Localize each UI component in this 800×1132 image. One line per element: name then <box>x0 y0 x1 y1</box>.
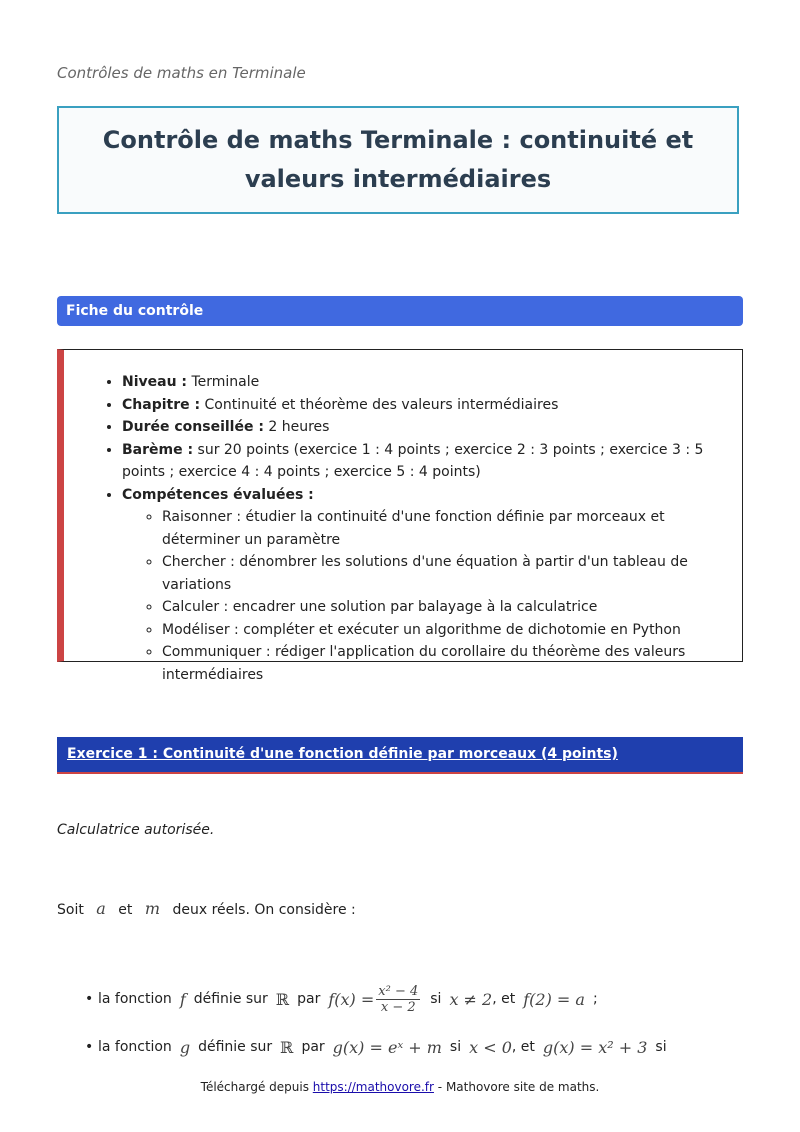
math-set-reals: ℝ <box>275 989 290 1009</box>
math-set-reals: ℝ <box>280 1037 294 1057</box>
def-text: , et <box>511 1039 535 1055</box>
math-expr: g(x) = x² + 3 <box>542 1037 648 1057</box>
fiche-item-chapitre <box>122 394 742 417</box>
exercise-1-heading[interactable]: Exercice 1 : Continuité d'une fonction définie par morceaux (4 points) <box>57 737 743 774</box>
competence-item: ◦ Calculer : encadrer une solution par balayage à la calculatrice <box>162 596 742 619</box>
intro-text: deux réels. On considère : <box>172 902 356 918</box>
exercise-intro <box>57 899 356 918</box>
fiche-label: Niveau : <box>122 374 188 390</box>
fiche-value: Continuité et théorème des valeurs intermédiaires <box>204 396 559 413</box>
intro-text: Soit <box>57 902 84 918</box>
title-box <box>57 106 739 214</box>
fraction-denominator: x − 2 <box>380 999 416 1015</box>
def-text: • la fonction <box>98 1039 172 1055</box>
def-text: • la fonction <box>98 991 172 1007</box>
def-text: si <box>430 991 442 1007</box>
math-expr: f(x) = <box>328 989 375 1009</box>
math-fraction <box>376 984 420 1015</box>
footer-text: - Mathovore site de maths. <box>437 1080 600 1094</box>
competence-item: ◦ Modéliser : compléter et exécuter un algorithme de dichotomie en Python <box>162 619 742 642</box>
fiche-item-duree <box>122 416 742 439</box>
fiche-heading: Fiche du contrôle <box>57 296 743 326</box>
competences-list <box>122 506 742 686</box>
fiche-label: Durée conseillée : <box>122 419 264 435</box>
math-fname: g <box>179 1037 191 1057</box>
def-text: si <box>655 1039 667 1055</box>
footer-link[interactable]: https://mathovore.fr <box>312 1080 434 1094</box>
page-title: Contrôle de maths Terminale : continuité et valeurs intermédiaires <box>102 126 694 193</box>
math-expr: f(2) = a <box>523 989 585 1009</box>
fiche-value: Terminale <box>191 374 260 390</box>
page-footer <box>0 1080 800 1094</box>
fiche-value: 2 heures <box>268 419 330 435</box>
fiche-item-niveau <box>122 371 742 394</box>
math-condition: x < 0 <box>469 1037 512 1057</box>
math-var-a: a <box>96 899 106 918</box>
page-kicker: Contrôles de maths en Terminale <box>57 64 306 82</box>
fiche-item-competences <box>122 484 742 687</box>
math-expr: g(x) = eˣ + m <box>332 1037 442 1057</box>
intro-text: et <box>118 902 133 918</box>
def-text: définie sur <box>198 1039 273 1055</box>
competence-item: ◦ Communiquer : rédiger l'application du corollaire du théorème des valeurs intermédiaires <box>162 641 742 686</box>
fraction-numerator: x² − 4 <box>378 983 419 999</box>
definition-g <box>98 1023 667 1071</box>
fiche-list <box>122 371 742 686</box>
exercise-definitions <box>98 975 667 1071</box>
competence-item: ◦ Chercher : dénombrer les solutions d'une équation à partir d'un tableau de variations <box>162 551 742 596</box>
calculator-note: Calculatrice autorisée. <box>57 822 215 838</box>
def-text: par <box>297 991 321 1007</box>
def-text: si <box>449 1039 462 1055</box>
def-text: ; <box>592 991 598 1007</box>
def-text: par <box>301 1039 325 1055</box>
math-condition: x ≠ 2 <box>449 989 493 1009</box>
fiche-label: Chapitre : <box>122 396 201 413</box>
definition-f <box>98 975 667 1023</box>
fiche-item-bareme <box>122 439 742 484</box>
fiche-label: Barème : <box>122 441 194 458</box>
def-text: , et <box>492 991 516 1007</box>
fiche-box <box>57 349 743 683</box>
footer-text: Téléchargé depuis <box>200 1080 309 1094</box>
def-text: définie sur <box>193 991 268 1007</box>
math-fname: f <box>179 989 186 1009</box>
math-var-m: m <box>144 899 161 918</box>
fiche-value: sur 20 points (exercice 1 : 4 points ; exercice 2 : 3 points ; exercice 3 : 5 points ; exercice 4 : 4 points ; exercice 5 : 4 points) <box>122 441 704 480</box>
fiche-label: Compétences évaluées : <box>122 486 314 503</box>
competence-item: ◦ Raisonner : étudier la continuité d'une fonction définie par morceaux et déterminer un paramètre <box>162 506 742 551</box>
